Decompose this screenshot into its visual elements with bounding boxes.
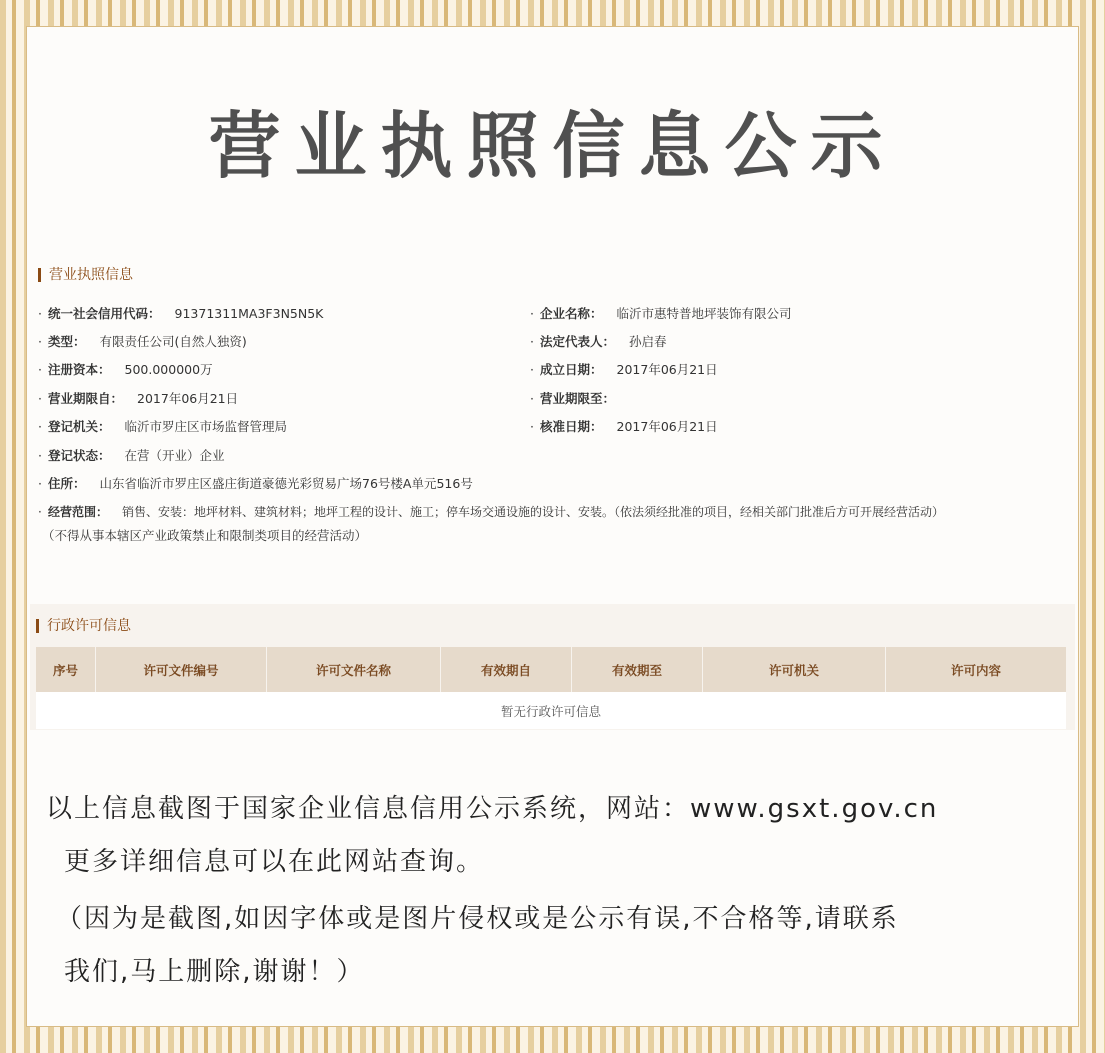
approval-date-label: 核准日期： [540,419,603,434]
scope-label: 经营范围： [48,505,109,519]
company-name-value: 临沂市惠特普地坪装饰有限公司 [616,306,792,321]
permit-col-header: 序号 [36,647,96,692]
bullet-icon: · [530,419,534,434]
term-from-label: 营业期限自： [48,391,124,406]
license-section-heading: 营业执照信息 [38,268,133,282]
footer-note-line2: 更多详细信息可以在此网站查询。 [64,847,485,877]
bullet-icon: · [38,306,42,321]
term-from-row [38,389,238,407]
footer-note-line3: （因为是截图,如因字体或是图片侵权或是公示有误,不合格等,请联系 [56,904,899,934]
legal-rep-value: 孙启春 [629,334,667,349]
address-value: 山东省临沂市罗庄区盛庄街道豪德光彩贸易广场76号楼A单元516号 [99,476,473,491]
capital-label: 注册资本： [48,362,111,377]
status-row [38,446,225,464]
bullet-icon: · [530,334,534,349]
bullet-icon: · [530,391,534,406]
authority-label: 登记机关： [48,419,111,434]
bullet-icon: · [38,419,42,434]
permit-col-header: 有效期自 [441,647,572,692]
bullet-icon: · [38,334,42,349]
permit-empty-message: 暂无行政许可信息 [36,692,1066,729]
authority-row [38,417,287,435]
type-value: 有限责任公司(自然人独资) [99,334,247,349]
company-name-label: 企业名称： [540,306,603,321]
bullet-icon: · [530,306,534,321]
credit-code-label: 统一社会信用代码： [48,306,161,321]
legal-rep-label: 法定代表人： [540,334,616,349]
footer-note-line4: 我们,马上删除,谢谢！） [64,957,365,987]
authority-value: 临沂市罗庄区市场监督管理局 [124,419,288,434]
bullet-icon: · [38,391,42,406]
company-name-row [530,304,792,322]
bullet-icon: · [38,362,42,377]
term-to-row [530,389,629,407]
type-label: 类型： [48,334,86,349]
permit-col-header: 许可机关 [703,647,886,692]
address-row [38,474,473,492]
scope-row [38,503,944,520]
permit-table [36,647,1066,729]
approval-date-row [530,417,718,435]
scope-value: 销售、安装：地坪材料、建筑材料；地坪工程的设计、施工；停车场交通设施的设计、安装。（依法须经批准的项目，经相关部门批准后方可开展经营活动） [122,505,945,519]
established-label: 成立日期： [540,362,603,377]
established-value: 2017年06月21日 [616,362,718,377]
status-value: 在营（开业）企业 [124,448,225,463]
term-from-value: 2017年06月21日 [137,391,239,406]
scope-value-line2: （不得从事本辖区产业政策禁止和限制类项目的经营活动） [42,528,368,543]
approval-date-value: 2017年06月21日 [616,419,718,434]
permit-section-heading: 行政许可信息 [36,619,131,633]
permit-col-header: 许可文件编号 [96,647,267,692]
established-row [530,360,718,378]
bullet-icon: · [38,476,42,491]
table-row [36,692,1066,729]
bullet-icon: · [38,448,42,463]
status-label: 登记状态： [48,448,111,463]
credit-code-value: 91371311MA3F3N5N5K [174,306,324,321]
capital-row [38,360,213,378]
term-to-label: 营业期限至： [540,391,616,406]
permit-col-header: 许可内容 [886,647,1067,692]
permit-table-header-row [36,647,1066,692]
type-row [38,332,247,350]
permit-col-header: 有效期至 [572,647,703,692]
capital-value: 500.000000万 [124,362,213,377]
credit-code-row [38,304,323,322]
bullet-icon: · [38,505,42,519]
permit-col-header: 许可文件名称 [267,647,441,692]
legal-rep-row [530,332,667,350]
address-label: 住所： [48,476,86,491]
footer-note-line1: 以上信息截图于国家企业信息信用公示系统，网站：www.gsxt.gov.cn [46,794,939,824]
bullet-icon: · [530,362,534,377]
page-title: 营业执照信息公示 [208,104,897,188]
